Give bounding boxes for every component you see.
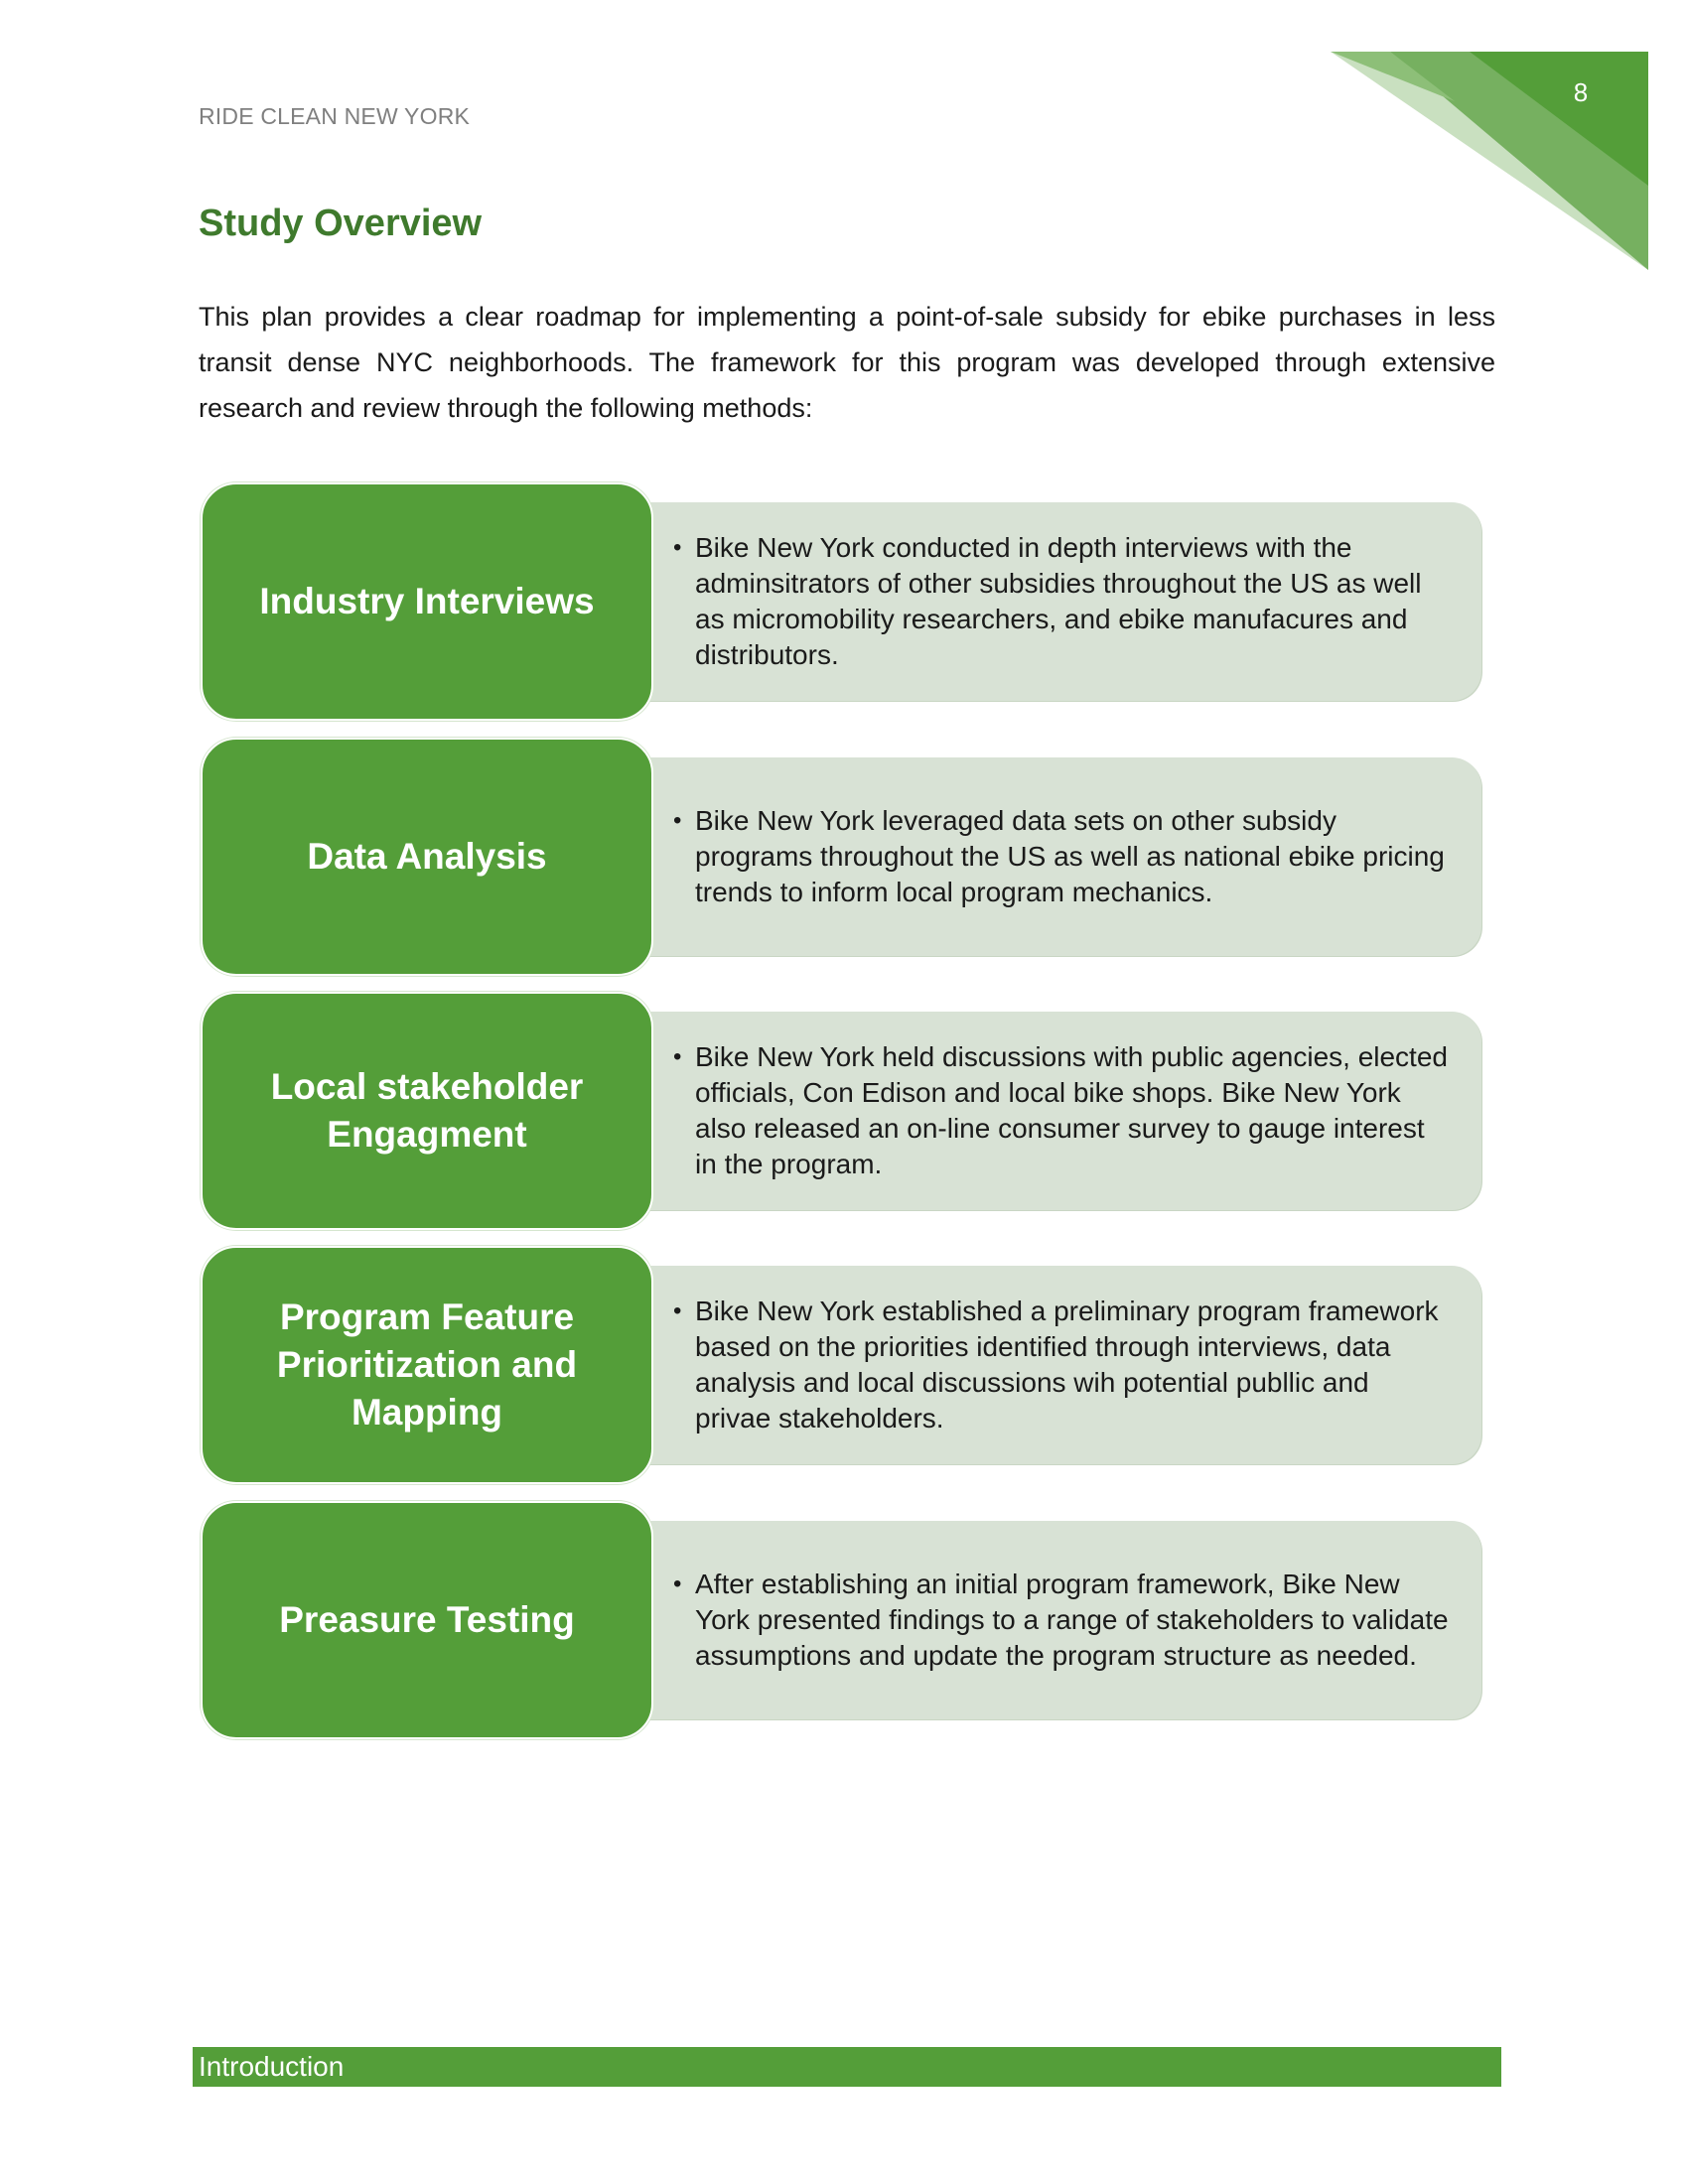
method-description: After establishing an initial program framework, Bike New York presented findings to a range of stakeholders to validate assumptions and update the program structure as needed. [695,1569,1449,1671]
footer-section-label: Introduction [199,2051,345,2082]
method-description: Bike New York leveraged data sets on other subsidy programs throughout the US as well as national ebike pricing trends to inform local program mechanics. [695,805,1445,907]
bullet-icon: • [673,807,682,834]
method-row-program-feature-prioritization [201,1246,1481,1488]
running-header: RIDE CLEAN NEW YORK [199,103,471,129]
method-description-box [645,1521,1481,1719]
page-number: 8 [1573,77,1589,107]
method-description-box [645,1266,1481,1464]
method-description-item [673,1294,1452,1436]
method-description-box [645,757,1481,956]
footer-bar [193,2047,1501,2087]
method-title: Preasure Testing [201,1501,653,1739]
method-description-item [673,803,1452,910]
method-title: Data Analysis [201,738,653,976]
bullet-icon: • [673,1297,682,1324]
method-title: Local stakeholder Engagment [201,992,653,1230]
intro-paragraph: This plan provides a clear roadmap for implementing a point-of-sale subsidy for ebike purchases in less transit dense NYC neighborhoods. The framework for this program was developed through extensive research and review through the following methods: [199,302,1495,423]
method-row-preasure-testing [201,1501,1481,1743]
method-description: Bike New York conducted in depth interviews with the adminsitrators of other subsidies throughout the US as well as micromobility researchers, and ebike manufacures and distributors. [695,532,1422,670]
method-description-item [673,530,1452,673]
method-description: Bike New York established a preliminary program framework based on the priorities identified through interviews, data analysis and local discussions wih potential publlic and privae stakeholders. [695,1296,1439,1433]
method-description-item [673,1567,1452,1674]
method-row-local-stakeholder-engagement [201,992,1481,1234]
method-description-box [645,1012,1481,1210]
method-title: Program Feature Prioritization and Mapping [201,1246,653,1484]
method-description: Bike New York held discussions with public agencies, elected officials, Con Edison and local bike shops. Bike New York also released an on-line consumer survey to gauge interest in the program. [695,1041,1448,1179]
method-row-data-analysis [201,738,1481,980]
corner-decoration [1331,52,1648,270]
bullet-icon: • [673,1570,682,1597]
method-title: Industry Interviews [201,482,653,721]
bullet-icon: • [673,1043,682,1070]
section-title: Study Overview [199,203,483,244]
bullet-icon: • [673,534,682,561]
method-row-industry-interviews [201,482,1481,725]
method-description-box [645,502,1481,701]
method-description-item [673,1039,1452,1182]
